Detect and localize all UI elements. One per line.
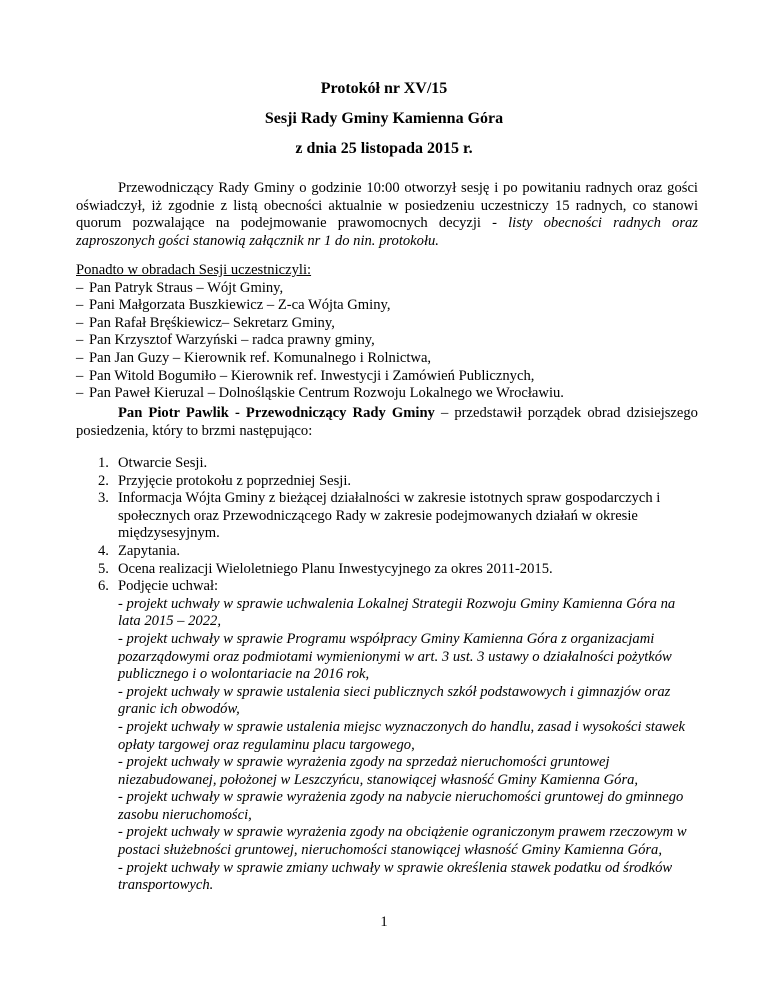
resolution-item: - projekt uchwały w sprawie wyrażenia zgody na nabycie nieruchomości gruntowej do gminnego zasobu nieruchomości, [118, 789, 684, 823]
resolution-item: - projekt uchwały w sprawie wyrażenia zgody na obciążenie ograniczonym prawem rzeczowym w postaci służebności gruntowej, nieruchomości stanowiącej własność Gminy Kamienna Góra, [118, 824, 687, 859]
agenda-number: 6. [98, 578, 109, 595]
resolution-item: - projekt uchwały w sprawie zmiany uchwały w sprawie określenia stawek podatku od środków transportowych. [118, 859, 673, 894]
agenda-number: 3. [98, 490, 109, 507]
agenda-number: 2. [98, 472, 109, 489]
agenda-item [98, 455, 698, 473]
participant-name: Pan Patryk Straus – Wójt Gminy, [89, 279, 284, 296]
resolution-item: - projekt uchwały w sprawie ustalenia miejsc wyznaczonych do handlu, zasad i wysokości stawek opłaty targowej oraz regulaminu placu targowego, [118, 718, 685, 753]
resolution-item: - projekt uchwały w sprawie Programu współpracy Gminy Kamienna Góra z organizacjami pozarządowymi oraz podmiotami wymienionymi w art. 3 ust. 3 ustawy o działalności pożytków publicznego i o wolontariacie na 2016 rok, [118, 630, 672, 683]
list-item [76, 315, 716, 333]
agenda-text: Przyjęcie protokołu z poprzedniej Sesji. [118, 472, 352, 489]
agenda-item [98, 473, 698, 491]
agenda-item [98, 543, 698, 561]
resolution-item: - projekt uchwały w sprawie ustalenia sieci publicznych szkół podstawowych i gimnazjów oraz granic ich obwodów, [118, 683, 671, 718]
dash-bullet: – [76, 279, 84, 296]
list-item [76, 350, 716, 368]
resolution-item: - projekt uchwały w sprawie wyrażenia zgody na sprzedaż nieruchomości gruntowej niezabudowanej, położonej w Leszczyńcu, stanowiącej własność Gminy Kamienna Góra, [118, 754, 639, 788]
participant-name: Pan Krzysztof Warzyński – radca prawny gminy, [89, 332, 375, 349]
list-item [76, 297, 716, 315]
intro-text: Przewodniczący Rady Gminy o godzinie 10:00 otworzył sesję i po powitaniu radnych oraz gości oświadczył, iż zgodnie z listą obecności aktualnie w posiedzeniu uczestniczy 15 radnych, co stanowi quorum pozwalające na podejmowanie prawomocnych decyzji - [76, 180, 698, 232]
session-date: z dnia 25 listopada 2015 r. [295, 140, 473, 157]
agenda-text: Ocena realizacji Wieloletniego Planu Inwestycyjnego za okres 2011-2015. [118, 560, 553, 577]
agenda-number: 4. [98, 542, 109, 559]
participants-heading: Ponadto w obradach Sesji uczestniczyli: [76, 262, 312, 278]
agenda-text: Otwarcie Sesji. [118, 455, 208, 471]
page-number: 1 [380, 914, 388, 930]
intro-paragraph [76, 180, 698, 250]
dash-bullet: – [76, 332, 84, 349]
chair-paragraph [76, 405, 698, 440]
agenda-text: Informacja Wójta Gminy z bieżącej działalności w zakresie istotnych spraw gospodarczych i społecznych oraz Przewodniczącego Rady w zakresie podejmowanych działań w okresie międzysesyjnym. [118, 490, 661, 542]
list-item [76, 368, 716, 386]
participant-name: Pan Jan Guzy – Kierownik ref. Komunalnego i Rolnictwa, [89, 349, 432, 366]
chair-text: – przedstawił porządek obrad dzisiejszego posiedzenia, który to brzmi następująco: [76, 405, 698, 439]
agenda-number: 5. [98, 560, 109, 577]
participant-name: Pan Rafał Bręśkiewicz– Sekretarz Gminy, [89, 314, 335, 331]
dash-bullet: – [76, 314, 84, 331]
resolution-item: - projekt uchwały w sprawie uchwalenia Lokalnej Strategii Rozwoju Gminy Kamienna Góra na lata 2015 – 2022, [118, 595, 676, 630]
agenda-item [98, 578, 698, 895]
agenda-item [98, 561, 698, 579]
list-item [76, 280, 716, 298]
participant-name: Pani Małgorzata Buszkiewicz – Z-ca Wójta Gminy, [89, 297, 391, 314]
dash-bullet: – [76, 349, 84, 366]
list-item [76, 385, 716, 403]
agenda-list [98, 455, 698, 895]
agenda-text: Podjęcie uchwał: [118, 578, 219, 595]
dash-bullet: – [76, 367, 84, 384]
participants-list [76, 262, 716, 403]
protocol-title: Protokół nr XV/15 [320, 80, 448, 97]
list-item [76, 332, 716, 350]
agenda-text: Zapytania. [118, 542, 180, 559]
agenda-number: 1. [98, 455, 109, 471]
intro-attachment-note: listy obecności radnych oraz zaproszonych gości stanowią załącznik nr 1 do nin. protokołu. [76, 215, 698, 249]
participant-name: Pan Witold Bogumiło – Kierownik ref. Inwestycji i Zamówień Publicznych, [89, 367, 535, 384]
agenda-text-resolutions [118, 578, 698, 895]
participant-name: Pan Paweł Kieruzal – Dolnośląskie Centrum Rozwoju Lokalnego we Wrocławiu. [89, 385, 564, 402]
dash-bullet: – [76, 297, 84, 314]
agenda-item [98, 490, 698, 543]
dash-bullet: – [76, 385, 84, 402]
session-title: Sesji Rady Gminy Kamienna Góra [264, 110, 504, 127]
chair-name: Pan Piotr Pawlik - Przewodniczący Rady Gminy [118, 405, 435, 421]
